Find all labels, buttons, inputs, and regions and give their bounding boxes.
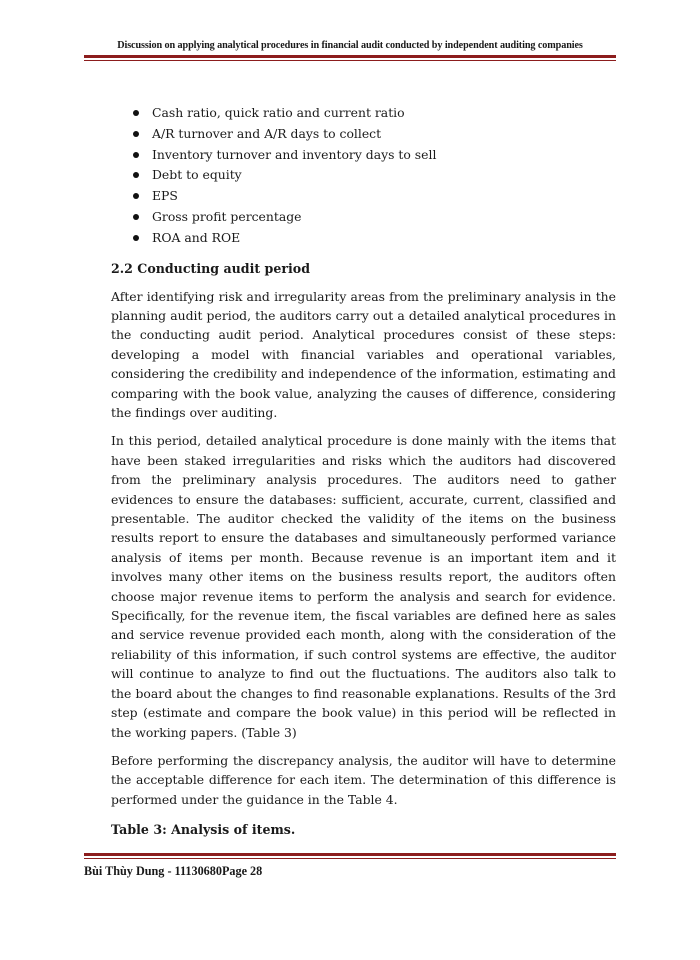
list-item: Debt to equity <box>111 165 616 186</box>
bullet-icon <box>133 152 139 158</box>
paragraph-discrepancy: Before performing the discrepancy analysis, the auditor will have to determine the acceptable difference for each item. The determination of this difference is performed under the guidance in the Table 4. <box>111 752 616 807</box>
bullet-icon <box>133 172 139 178</box>
bullet-icon <box>133 235 139 241</box>
footer-rule-thin <box>84 858 616 859</box>
ratio-bullet-list <box>111 103 616 249</box>
list-item: A/R turnover and A/R days to collect <box>111 124 616 145</box>
bullet-icon <box>133 193 139 199</box>
section-heading: 2.2 Conducting audit period <box>111 260 311 276</box>
bullet-icon <box>133 214 139 220</box>
header-rule-thin <box>84 60 616 61</box>
header-rule-thick <box>84 55 616 58</box>
page-body <box>111 103 616 839</box>
footer-rule-thick <box>84 853 616 856</box>
list-item: Gross profit percentage <box>111 207 616 228</box>
list-item: ROA and ROE <box>111 228 616 249</box>
list-item: Inventory turnover and inventory days to sell <box>111 145 616 166</box>
list-item: EPS <box>111 186 616 207</box>
bullet-icon <box>133 110 139 116</box>
bullet-icon <box>133 131 139 137</box>
running-header: Discussion on applying analytical procedures in financial audit conducted by independent auditing companies <box>117 40 583 51</box>
table-caption: Table 3: Analysis of items. <box>111 822 296 838</box>
paragraph-detailed-procedure: In this period, detailed analytical procedure is done mainly with the items that have been staked irregularities and risks which the auditors had discovered from the preliminary analysis procedures. The auditors need to gather evidences to ensure the databases: sufficient, accurate, current, classified and presentable. The auditor checked the validity of the items on the business results report to ensure the databases and simultaneously performed variance analysis of items per month. Because revenue is an important item and it involves many other items on the business results report, the auditors often choose major revenue items to perform the analysis and search for evidence. Specifically, for the revenue item, the fiscal variables are defined here as sales and service revenue provided each month, along with the consideration of the reliability of this information, if such control systems are effective, the auditor will continue to analyze to find out the fluctuations. The auditors also talk to the board about the changes to find reasonable explanations. Results of the 3rd step (estimate and compare the book value) in this period will be reflected in the working papers. (Table 3) <box>111 433 616 740</box>
list-item: Cash ratio, quick ratio and current ratio <box>111 103 616 124</box>
page-footer: Bùi Thùy Dung - 11130680Page 28 <box>84 864 263 878</box>
paragraph-overview: After identifying risk and irregularity areas from the preliminary analysis in the planning audit period, the auditors carry out a detailed analytical procedures in the conducting audit period. Analytical procedures consist of these steps: developing a model with financial variables and operational variables, considering the credibility and independence of the information, estimating and comparing with the book value, analyzing the causes of difference, considering the findings over auditing. <box>111 288 616 421</box>
